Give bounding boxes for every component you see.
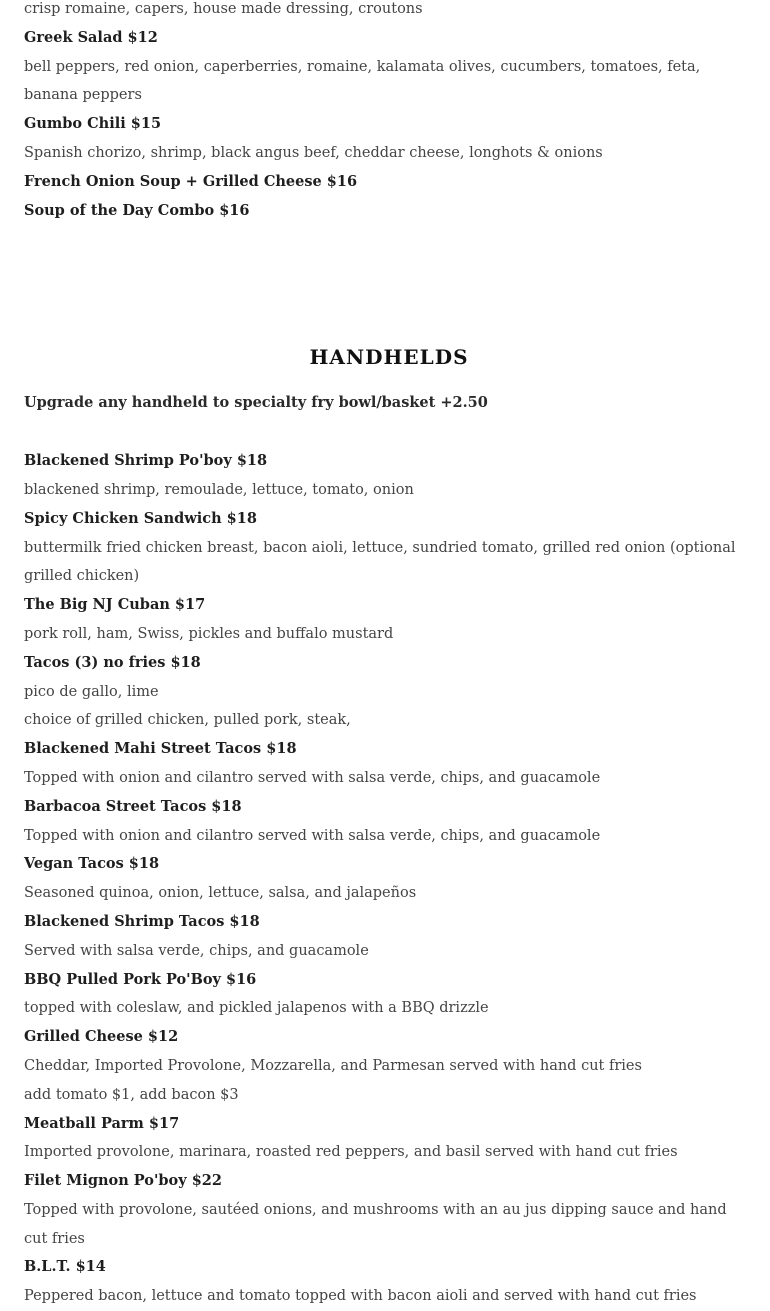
note-spacer: [24, 418, 754, 447]
menu-item-description: Served with salsa verde, chips, and guacamole: [24, 942, 369, 959]
menu-item-description: topped with coleslaw, and pickled jalapenos with a BBQ drizzle: [24, 1000, 489, 1017]
section-spacer: [24, 225, 754, 341]
menu-item-title: Spicy Chicken Sandwich $18: [24, 509, 257, 527]
soups-salads-list: [24, 0, 754, 225]
menu-item-description: buttermilk fried chicken breast, bacon aioli, lettuce, sundried tomato, grilled red onion (optional grilled chicken): [24, 539, 736, 585]
menu-item-title: French Onion Soup + Grilled Cheese $16: [24, 172, 358, 190]
menu-item-description: Spanish chorizo, shrimp, black angus beef, cheddar cheese, longhots & onions: [24, 144, 603, 161]
menu-item-description: Topped with onion and cilantro served with salsa verde, chips, and guacamole: [24, 769, 601, 786]
menu-item-title: Meatball Parm $17: [24, 1114, 180, 1132]
menu-item-title: Barbacoa Street Tacos $18: [24, 797, 242, 815]
menu-item-title: Soup of the Day Combo $16: [24, 201, 250, 219]
menu-item-title: Grilled Cheese $12: [24, 1028, 179, 1046]
upgrade-note: Upgrade any handheld to specialty fry bowl/basket +2.50: [24, 394, 488, 412]
menu-item-description: pork roll, ham, Swiss, pickles and buffalo mustard: [24, 625, 394, 642]
menu-item-description: Peppered bacon, lettuce and tomato topped with bacon aioli and served with hand cut fries: [24, 1288, 697, 1305]
menu-item-title: The Big NJ Cuban $17: [24, 596, 206, 614]
handhelds-list: [24, 447, 754, 1311]
menu-item-title: BBQ Pulled Pork Po'Boy $16: [24, 970, 257, 988]
menu-item-title: B.L.T. $14: [24, 1258, 106, 1276]
section-heading-handhelds: HANDHELDS: [309, 345, 469, 370]
menu-item-description: crisp romaine, capers, house made dressing, croutons: [24, 1, 423, 17]
menu-item-description: Imported provolone, marinara, roasted red peppers, and basil served with hand cut fries: [24, 1144, 678, 1161]
menu-item-title: Blackened Shrimp Po'boy $18: [24, 452, 268, 470]
menu-item-title: Greek Salad $12: [24, 28, 158, 46]
menu-item-description: add tomato $1, add bacon $3: [24, 1086, 239, 1103]
menu-item-title: Filet Mignon Po'boy $22: [24, 1172, 222, 1190]
menu-item-description: pico de gallo, lime: [24, 683, 159, 700]
menu-item-description: Cheddar, Imported Provolone, Mozzarella, and Parmesan served with hand cut fries: [24, 1057, 642, 1074]
menu-item-title: Vegan Tacos $18: [24, 855, 160, 873]
menu-item-title: Gumbo Chili $15: [24, 115, 162, 133]
menu-item-description: Seasoned quinoa, onion, lettuce, salsa, and jalapeños: [24, 885, 417, 902]
menu-item-title: Tacos (3) no fries $18: [24, 653, 201, 671]
menu-item-description: bell peppers, red onion, caperberries, romaine, kalamata olives, cucumbers, tomatoes, feta, banana peppers: [24, 58, 701, 104]
menu-item-description: Topped with onion and cilantro served with salsa verde, chips, and guacamole: [24, 827, 601, 844]
menu-item-description: Topped with provolone, sautéed onions, and mushrooms with an au jus dipping sauce and hand cut fries: [24, 1201, 727, 1247]
menu-item-title: Blackened Mahi Street Tacos $18: [24, 740, 297, 758]
menu-item-description: blackened shrimp, remoulade, lettuce, tomato, onion: [24, 481, 414, 498]
menu-item-description: choice of grilled chicken, pulled pork, steak,: [24, 712, 351, 729]
menu-item-title: Blackened Shrimp Tacos $18: [24, 912, 260, 930]
menu-page: [24, 0, 754, 1311]
heading-spacer: [24, 371, 754, 389]
